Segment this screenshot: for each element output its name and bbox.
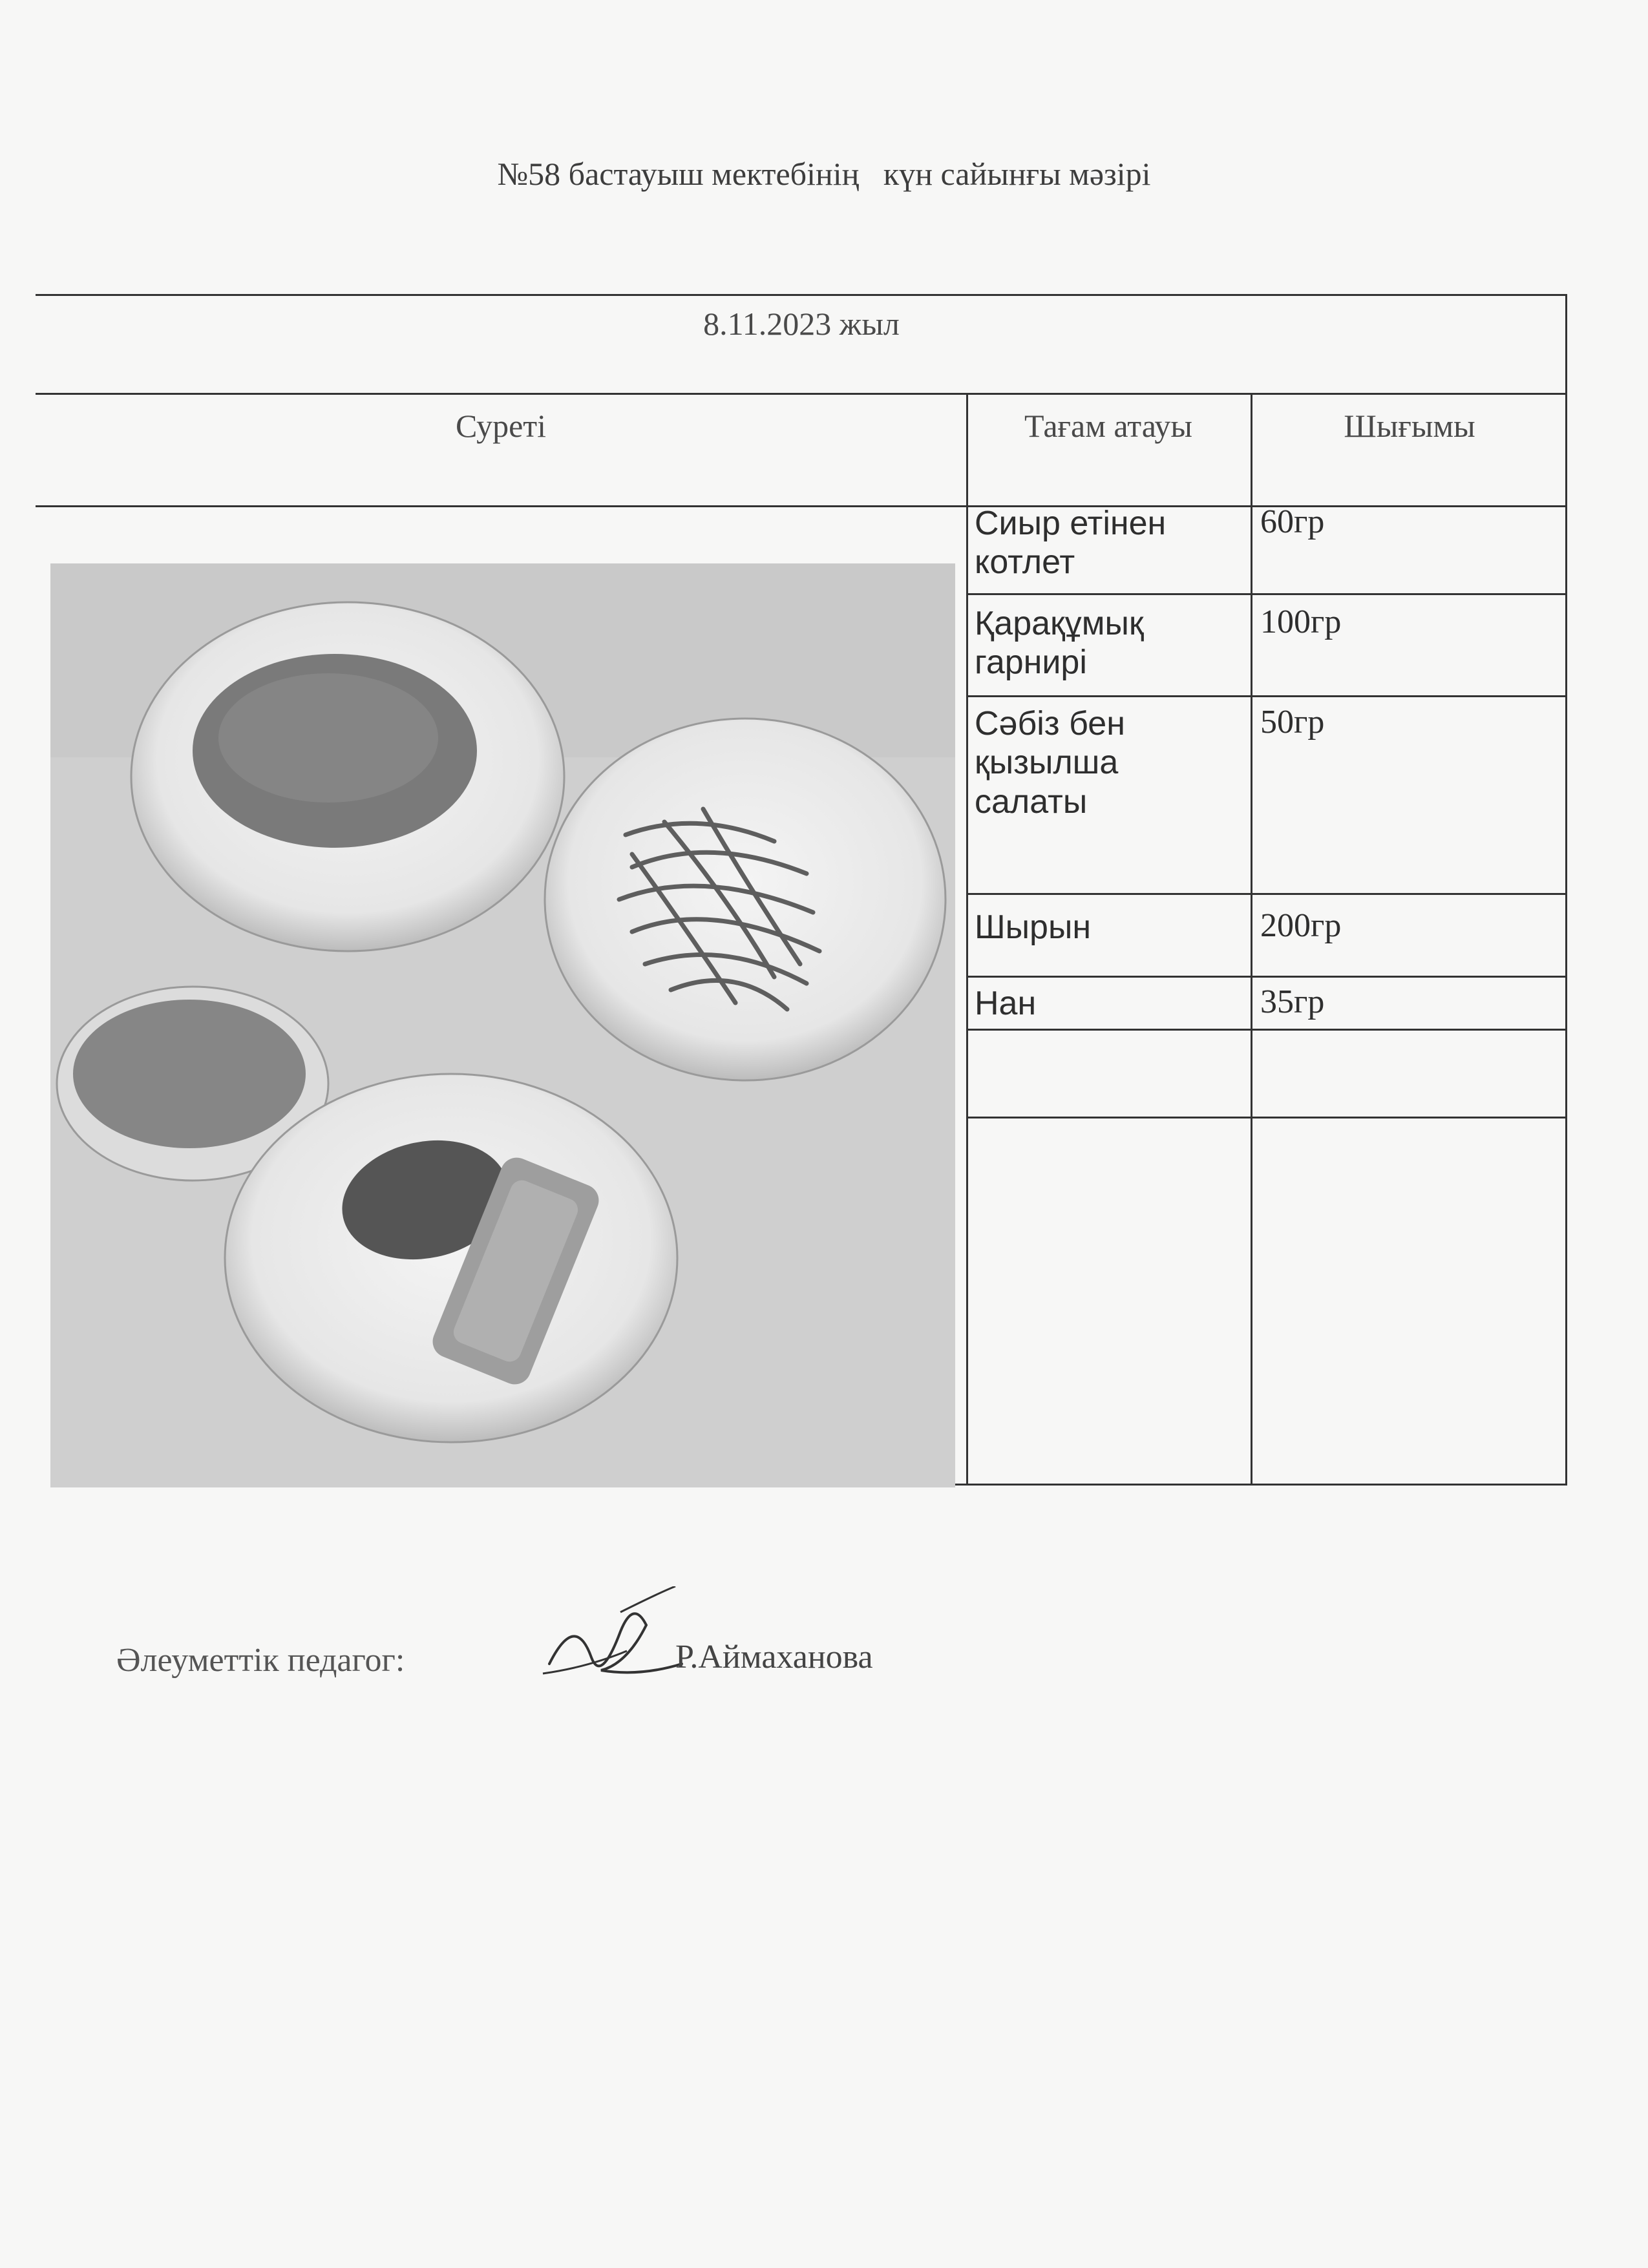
table-border [36,505,1567,507]
meal-photo [50,563,955,1487]
signatory-name: Р.Аймаханова [675,1639,873,1675]
column-header-photo: Суреті [455,408,547,444]
dish-portion: 50гр [1260,704,1325,740]
table-border [966,893,1567,895]
dish-portion: 200гр [1260,907,1342,944]
dish-name: Нан [975,985,1037,1022]
page-title: №58 бастауыш мектебінің күн сайынғы мәзірі [497,156,1151,192]
dish-portion: 60гр [1260,503,1325,540]
menu-date: 8.11.2023 жыл [703,306,900,342]
main-plate [225,1074,677,1442]
dish-portion: 35гр [1260,983,1325,1020]
table-border [966,1029,1567,1031]
handwritten-signature [530,1586,685,1703]
table-border [966,695,1567,697]
table-border [966,593,1567,595]
table-border [1251,393,1252,1486]
dish-name: Қарақұмық гарнирі [975,605,1144,682]
table-border [966,393,968,1486]
table-border [1565,294,1567,1486]
dish-name: Сәбіз бен қызылша салаты [975,705,1125,821]
column-header-dish: Тағам атауы [1024,408,1192,444]
dish-name: Шырын [975,908,1092,946]
juice [73,1000,306,1148]
signatory-role: Әлеуметтік педагог: [116,1642,405,1679]
dish-portion: 100гр [1260,604,1342,640]
table-border [36,294,1567,296]
salad-plate [545,719,945,1080]
table-border [966,1117,1567,1118]
table-border [966,976,1567,978]
column-header-portion: Шығымы [1344,408,1475,444]
table-border [36,393,1567,395]
dish-name: Сиыр етінен котлет [975,505,1167,582]
meal-photo-drawing [50,563,955,1487]
